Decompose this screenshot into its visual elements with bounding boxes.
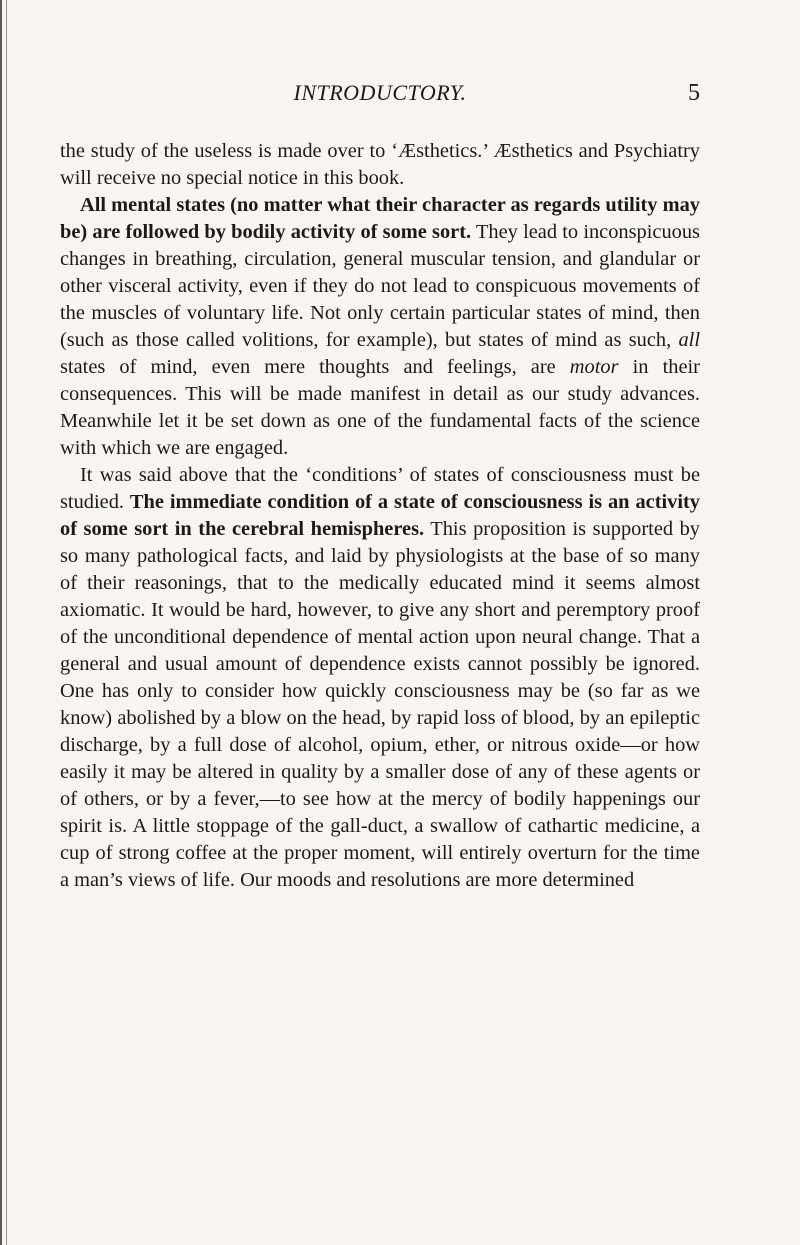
paragraph-2-text-3: in their consequences. This will be made manifest in detail as our study advances. Meanwhile let it be set down as one of the fundamental facts of the science with which we are engaged. bbox=[60, 356, 700, 459]
page-number: 5 bbox=[688, 80, 700, 106]
running-header bbox=[60, 80, 700, 114]
paragraph-3-text-2: This proposition is supported by so many pathological facts, and laid by physiologists at the base of so many of their reasonings, that to the medically educated mind it seems almost axiomatic. It would be hard, however, to give any short and peremptory proof of the unconditional dependence of mental action upon neural change. That a general and usual amount of dependence exists cannot possibly be ignored. One has only to consider how quickly consciousness may be (so far as we know) abolished by a blow on the head, by rapid loss of blood, by an epileptic discharge, by a full dose of alcohol, opium, ether, or nitrous oxide—or how easily it may be altered in quality by a smaller dose of any of these agents or of others, or by a fever,—to see how at the mercy of bodily happenings our spirit is. A little stoppage of the gall-duct, a swallow of cathartic medicine, a cup of strong coffee at the proper moment, will entirely overturn for the time a man’s views of life. Our moods and resolutions are more determined bbox=[60, 518, 700, 891]
paragraph-3-bold-statement: The immediate condition of a state of consciousness is an activity of some sort in the cerebral hemispheres. bbox=[60, 491, 700, 540]
paragraph-2-italic-all: all bbox=[678, 329, 700, 351]
paragraph-1 bbox=[60, 138, 700, 192]
paragraph-2 bbox=[60, 192, 700, 462]
paragraph-2-bold-lead: All mental states (no matter what their character as regards utility may be) are followed by bodily activity of some sort. bbox=[60, 194, 700, 243]
paragraph-2-text-2: states of mind, even mere thoughts and feelings, are bbox=[60, 356, 570, 378]
running-title: INTRODUCTORY. bbox=[293, 80, 467, 105]
body-text bbox=[60, 138, 700, 894]
page-binding-edge bbox=[0, 0, 10, 1245]
paragraph-1-text: the study of the useless is made over to ‘Æsthetics.’ Æsthetics and Psychiatry will receive no special notice in this book. bbox=[60, 140, 700, 189]
paragraph-2-italic-motor: motor bbox=[569, 356, 619, 378]
paragraph-3-text-1: It was said above that the ‘conditions’ of states of consciousness must be studied. bbox=[60, 464, 700, 513]
paragraph-3 bbox=[60, 462, 700, 894]
paragraph-2-text-1: They lead to inconspicuous changes in breathing, circulation, general muscular tension, and glandular or other visceral activity, even if they do not lead to conspicuous movements of the muscles of voluntary life. Not only certain particular states of mind, then (such as those called volitions, for example), but states of mind as such, bbox=[60, 221, 700, 351]
